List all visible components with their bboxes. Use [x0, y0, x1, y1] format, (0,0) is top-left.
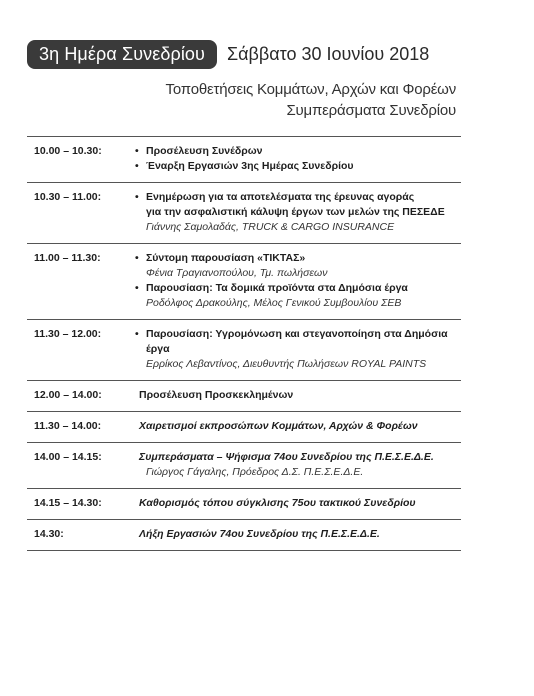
session-items: [134, 419, 461, 434]
agenda-item: [134, 190, 461, 205]
speaker-credit: Γιώργος Γάγαλης, Πρόεδρος Δ.Σ. Π.Ε.Σ.Ε.Δ.Ε.: [146, 466, 364, 478]
schedule-table: [27, 136, 461, 551]
time-slot: 11.30 – 14.00:: [34, 420, 102, 432]
speaker-line: [134, 220, 461, 235]
schedule-row: [27, 136, 461, 182]
bullet-icon: •: [135, 282, 139, 294]
session-items: [134, 496, 461, 511]
session-items: [134, 327, 461, 372]
agenda-item: [134, 144, 461, 159]
agenda-item-text: Έναρξη Εργασιών 3ης Ημέρας Συνεδρίου: [146, 160, 354, 172]
agenda-item-text: Παρουσίαση: Τα δομικά προϊόντα στα Δημόσια έργα: [146, 282, 408, 294]
schedule-row: [27, 182, 461, 243]
schedule-row: [27, 243, 461, 319]
agenda-item-text: Προσέλευση Συνέδρων: [146, 145, 263, 157]
schedule-row: [27, 488, 461, 519]
schedule-row: [27, 411, 461, 442]
session-items: [134, 144, 461, 174]
event-date: Σάββατο 30 Ιουνίου 2018: [227, 44, 430, 64]
agenda-item-continuation: [134, 388, 461, 403]
speaker-line: [134, 296, 461, 311]
session-items: [134, 251, 461, 311]
session-items: [134, 190, 461, 235]
agenda-item-text: Ενημέρωση για τα αποτελέσματα της έρευνας αγοράς: [146, 191, 415, 203]
agenda-item: [134, 527, 461, 542]
subtitle-line-1: Τοποθετήσεις Κομμάτων, Αρχών και Φορέων: [165, 81, 456, 98]
agenda-item-text: Σύντομη παρουσίαση «ΤΙΚΤΑΣ»: [146, 252, 306, 264]
session-items: [134, 388, 461, 403]
speaker-credit: Γιάννης Σαμολαδάς, TRUCK & CARGO INSURANCE: [146, 221, 395, 233]
time-slot: 11.00 – 11.30:: [34, 252, 101, 264]
time-slot: 12.00 – 14.00:: [34, 389, 102, 401]
session-items: [134, 450, 461, 480]
speaker-credit: Φένια Τραγιανοπούλου, Τμ. πωλήσεων: [146, 267, 328, 279]
subtitle-line-2: Συμπεράσματα Συνεδρίου: [286, 102, 456, 119]
time-slot: 14.30:: [34, 528, 64, 540]
page-header: [27, 40, 474, 74]
agenda-item-title: Συμπεράσματα – Ψήφισμα 74ου Συνεδρίου της Π.Ε.Σ.Ε.Δ.Ε.: [139, 451, 434, 463]
speaker-credit: Ροδόλφος Δρακούλης, Μέλος Γενικού Συμβουλίου ΣΕΒ: [146, 297, 402, 309]
bullet-icon: •: [135, 328, 139, 340]
agenda-item: [134, 419, 461, 434]
bullet-icon: •: [135, 160, 139, 172]
time-slot: 10.00 – 10.30:: [34, 145, 102, 157]
agenda-item-title: Χαιρετισμοί εκπροσώπων Κομμάτων, Αρχών & Φορέων: [139, 420, 418, 432]
schedule-row: [27, 519, 461, 551]
speaker-credit: Ερρίκος Λεβαντίνος, Διευθυντής Πωλήσεων ROYAL PAINTS: [146, 358, 427, 370]
speaker-line: [134, 465, 461, 480]
agenda-item: [134, 281, 461, 296]
agenda-item-text: Προσέλευση Προσκεκλημένων: [139, 389, 294, 401]
speaker-line: [134, 266, 461, 281]
bullet-icon: •: [135, 252, 139, 264]
agenda-item: [134, 496, 461, 511]
time-slot: 14.15 – 14.30:: [34, 497, 102, 509]
agenda-item: [134, 159, 461, 174]
session-items: [134, 527, 461, 542]
agenda-item-title: Λήξη Εργασιών 74ου Συνεδρίου της Π.Ε.Σ.Ε.Δ.Ε.: [139, 528, 380, 540]
time-slot: 10.30 – 11.00:: [34, 191, 102, 203]
schedule-row: [27, 319, 461, 380]
agenda-item-text: για την ασφαλιστική κάλυψη έργων των μελών της ΠΕΣΕΔΕ: [146, 206, 445, 218]
time-slot: 11.30 – 12.00:: [34, 328, 102, 340]
agenda-item-continuation: [134, 205, 461, 220]
agenda-item-title: Καθορισμός τόπου σύγκλισης 75ου τακτικού Συνεδρίου: [139, 497, 416, 509]
agenda-item: [134, 327, 461, 357]
bullet-icon: •: [135, 145, 139, 157]
schedule-row: [27, 442, 461, 488]
schedule-row: [27, 380, 461, 411]
agenda-item: [134, 251, 461, 266]
agenda-item-text: Παρουσίαση: Υγρομόνωση και στεγανοποίηση στα Δημόσια έργα: [146, 328, 448, 355]
day-badge: 3η Ημέρα Συνεδρίου: [27, 40, 217, 69]
session-subtitle: [166, 79, 456, 121]
time-slot: 14.00 – 14.15:: [34, 451, 102, 463]
bullet-icon: •: [135, 191, 139, 203]
speaker-line: [134, 357, 461, 372]
agenda-item: [134, 450, 461, 465]
